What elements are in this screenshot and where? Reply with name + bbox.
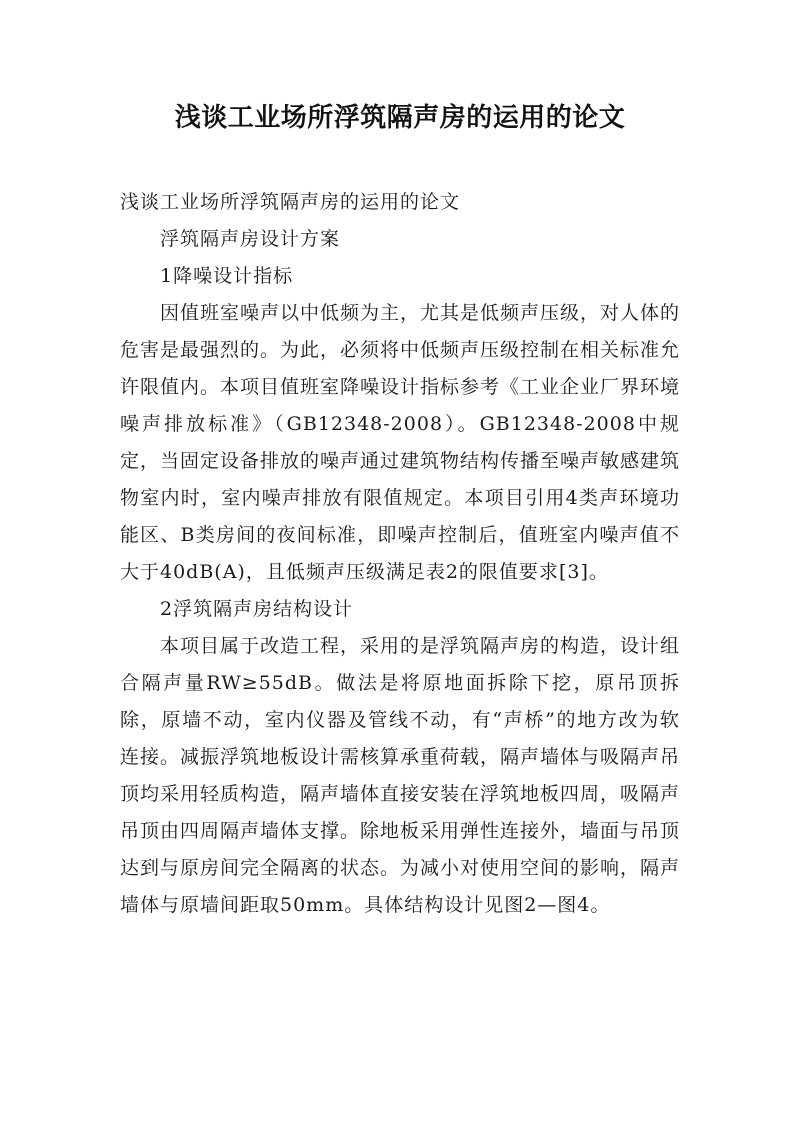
section-heading-design-plan: 浮筑隔声房设计方案 [160, 228, 341, 250]
section-heading-noise-index: 1降噪设计指标 [160, 265, 294, 287]
document-title: 浅谈工业场所浮筑隔声房的运用的论文 [174, 103, 626, 133]
paragraph-structure: 本项目属于改造工程，采用的是浮筑隔声房的构造，设计组合隔声量RW≥55dB。做法是将原地面拆除下挖，原吊顶拆除，原墙不动，室内仪器及管线不动，有“声桥”的地方改为软连接。减振浮筑地板设计需核算承重荷载，隔声墙体与吸隔声吊顶均采用轻质构造，隔声墙体直接安装在浮筑地板四周，吸隔声吊顶由四周隔声墙体支撑。除地板采用弹性连接外，墙面与吊顶达到与原房间完全隔离的状态。为减小对使用空间的影响，隔声墙体与原墙间距取50mm。具体结构设计见图2—图4。 [120, 635, 681, 916]
paragraph-noise-index: 因值班室噪声以中低频为主，尤其是低频声压级，对人体的危害是最强烈的。为此，必须将中低频声压级控制在相关标准允许限值内。本项目值班室降噪设计指标参考《工业企业厂界环境噪声排放标准》（GB12348-2008）。GB12348-2008中规定，当固定设备排放的噪声通过建筑物结构传播至噪声敏感建筑物室内时，室内噪声排放有限值规定。本项目引用4类声环境功能区、B类房间的夜间标准，即噪声控制后，值班室内噪声值不大于40dB(A)，且低频声压级满足表2的限值要求[3]。 [120, 302, 681, 583]
section-heading-structure: 2浮筑隔声房结构设计 [160, 598, 354, 620]
document-body [120, 184, 680, 924]
paragraph-intro-title: 浅谈工业场所浮筑隔声房的运用的论文 [120, 191, 461, 213]
